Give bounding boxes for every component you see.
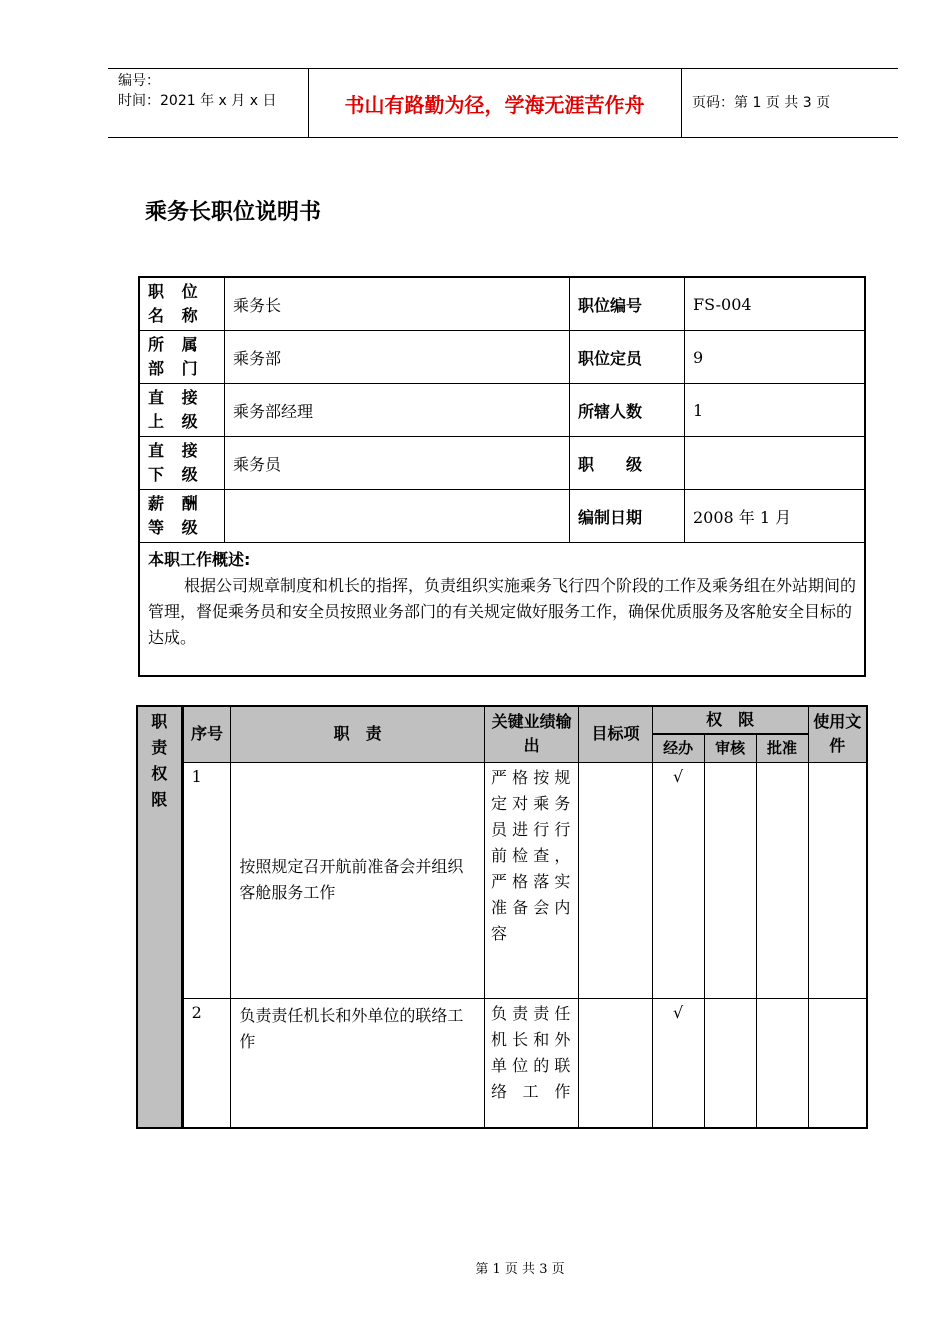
salary-value (225, 490, 570, 543)
page-header (108, 68, 898, 138)
row-key-output: 负责责任机长和外单位的联络工作 (484, 998, 578, 1128)
col-key-output-header: 关键业绩输出 (484, 706, 578, 762)
subordinate-position-value: 乘务员 (225, 437, 570, 490)
row-handle-check: √ (652, 998, 704, 1128)
subordinate-position-label: 直 接 下 级 (139, 437, 225, 490)
row-target (579, 762, 652, 998)
header-page-cell (682, 69, 898, 137)
overview-text: 根据公司规章制度和机长的指挥，负责组织实施乘务飞行四个阶段的工作及乘务组在外站期间的管理，督促乘务员和安全员按照业务部门的有关规定做好服务工作，确保优质服务及客舱安全目标的达成。 (148, 576, 857, 647)
row-duty: 负责责任机长和外单位的联络工作 (231, 998, 485, 1128)
headcount-label: 职位定员 (570, 331, 685, 384)
header-meta (108, 69, 309, 137)
row-approve (756, 762, 808, 998)
grade-label: 职 级 (570, 437, 685, 490)
col-docs-header: 使用文件 (808, 706, 867, 762)
col-no-header: 序号 (182, 706, 231, 762)
row-target (579, 998, 652, 1128)
department-label: 所 属 部 门 (139, 331, 225, 384)
grade-value (685, 437, 866, 490)
col-authority-header: 权 限 (652, 706, 808, 734)
col-review-header: 审核 (704, 734, 756, 762)
table-row (137, 998, 867, 1128)
position-code-label: 职位编号 (570, 277, 685, 331)
subordinates-label: 所辖人数 (570, 384, 685, 437)
info-row (139, 437, 865, 490)
duties-side-label (137, 706, 182, 1128)
doc-time-label: 时间：2021 年 x 月 x 日 (118, 93, 277, 109)
info-row (139, 384, 865, 437)
doc-number-label: 编号： (118, 73, 160, 89)
col-target-header: 目标项 (579, 706, 652, 762)
row-number: 2 (182, 998, 231, 1128)
position-name-label: 职 位 名 称 (139, 277, 225, 331)
row-number: 1 (182, 762, 231, 998)
salary-label: 薪 酬 等 级 (139, 490, 225, 543)
subordinates-value: 1 (685, 384, 866, 437)
info-row (139, 277, 865, 331)
superior-value: 乘务部经理 (225, 384, 570, 437)
col-approve-header: 批准 (756, 734, 808, 762)
overview-row (139, 543, 865, 677)
position-name-value: 乘务长 (225, 277, 570, 331)
header-motto: 书山有路勤为径，学海无涯苦作舟 (344, 92, 645, 117)
info-row (139, 331, 865, 384)
header-motto-cell (308, 69, 682, 137)
overview-title: 本职工作概述: (148, 550, 251, 569)
row-key-output: 严格按规定对乘务员进行行前检查，严格落实准备会内容 (484, 762, 578, 998)
duties-side-text: 职责权限 (151, 712, 168, 809)
position-info-table (138, 276, 866, 677)
headcount-value: 9 (685, 331, 866, 384)
document-title: 乘务长职位说明书 (145, 200, 322, 225)
overview-cell (139, 543, 865, 677)
duties-table (136, 705, 868, 1129)
duties-header-row (137, 706, 867, 734)
row-docs (808, 762, 867, 998)
row-review (704, 762, 756, 998)
row-duty: 按照规定召开航前准备会并组织客舱服务工作 (231, 762, 485, 998)
row-approve (756, 998, 808, 1128)
info-row (139, 490, 865, 543)
row-docs (808, 998, 867, 1128)
position-code-value: FS-004 (685, 277, 866, 331)
col-handle-header: 经办 (652, 734, 704, 762)
col-duty-header: 职 责 (231, 706, 485, 762)
table-row (137, 762, 867, 998)
row-handle-check: √ (652, 762, 704, 998)
page-footer: 第 1 页 共 3 页 (475, 1262, 565, 1277)
row-review (704, 998, 756, 1128)
superior-label: 直 接 上 级 (139, 384, 225, 437)
date-label: 编制日期 (570, 490, 685, 543)
header-page-info: 页码：第 1 页 共 3 页 (692, 95, 831, 111)
date-value: 2008 年 1 月 (685, 490, 866, 543)
department-value: 乘务部 (225, 331, 570, 384)
